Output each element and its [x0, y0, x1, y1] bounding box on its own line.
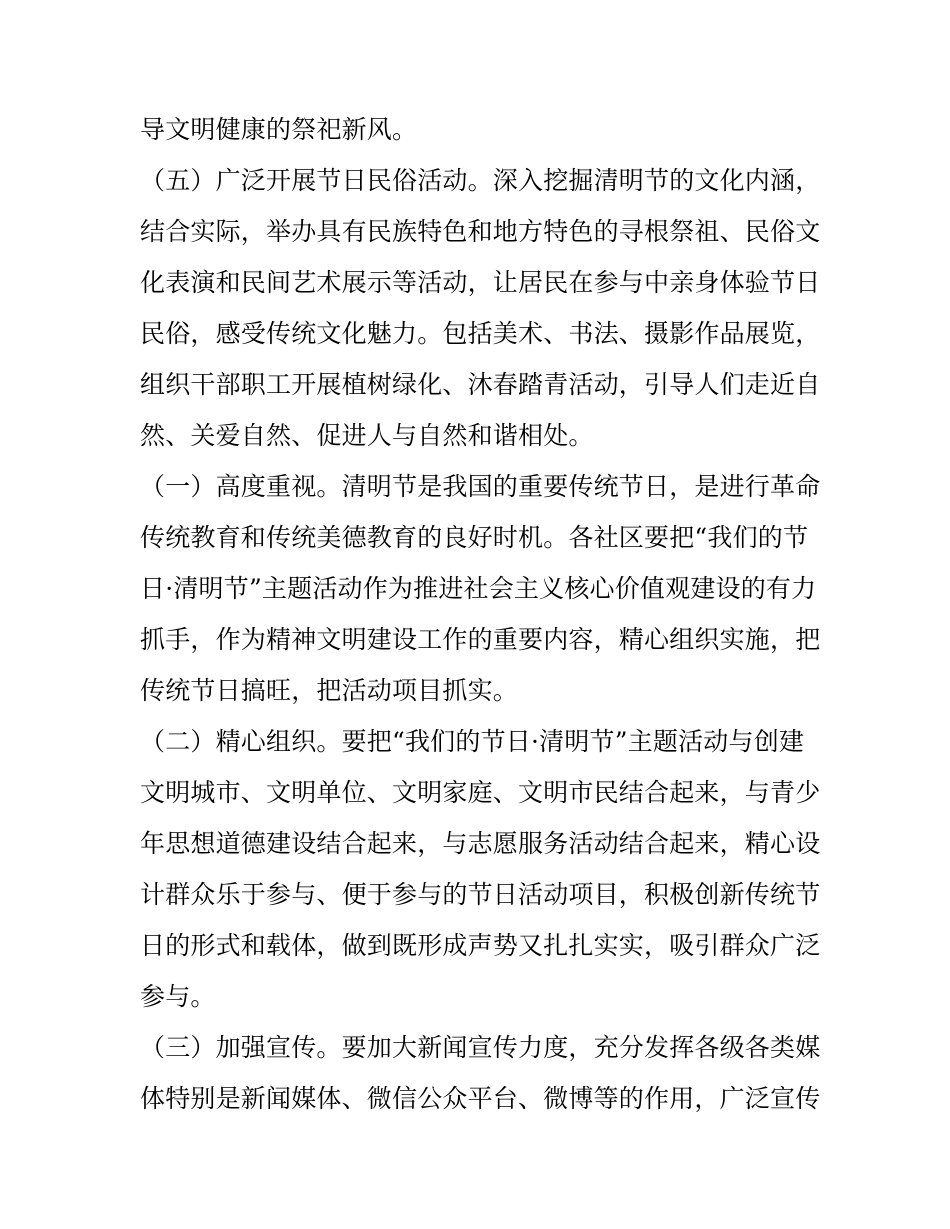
- text-line: 文明城市、文明单位、文明家庭、文明市民结合起来，与青少: [140, 778, 821, 807]
- text-line: 年思想道德建设结合起来，与志愿服务活动结合起来，精心设: [140, 829, 821, 858]
- text-line: 传统节日搞旺，把活动项目抓实。: [140, 676, 519, 705]
- text-line: 日·清明节”主题活动作为推进社会主义核心价值观建设的有力: [140, 574, 817, 603]
- text-line: （五）广泛开展节日民俗活动。深入挖掘清明节的文化内涵，: [140, 166, 821, 195]
- text-line: 组织干部职工开展植树绿化、沐春踏青活动，引导人们走近自: [140, 370, 821, 399]
- text-line: 参与。: [140, 982, 216, 1011]
- text-line: 民俗，感受传统文化魅力。包括美术、书法、摄影作品展览，: [140, 319, 821, 348]
- text-line: （二）精心组织。要把“我们的节日·清明节”主题活动与创建: [140, 727, 805, 756]
- text-line: 计群众乐于参与、便于参与的节日活动项目，积极创新传统节: [140, 880, 821, 909]
- text-line: （一）高度重视。清明节是我国的重要传统节日，是进行革命: [140, 472, 821, 501]
- text-line: 体特别是新闻媒体、微信公众平台、微博等的作用，广泛宣传: [140, 1084, 821, 1113]
- text-line: （三）加强宣传。要加大新闻宣传力度，充分发挥各级各类媒: [140, 1033, 821, 1062]
- text-line: 传统教育和传统美德教育的良好时机。各社区要把“我们的节: [140, 523, 809, 552]
- text-line: 抓手，作为精神文明建设工作的重要内容，精心组织实施，把: [140, 625, 821, 654]
- text-line: 然、关爱自然、促进人与自然和谐相处。: [140, 421, 594, 450]
- text-line: 导文明健康的祭祀新风。: [140, 115, 418, 144]
- text-line: 化表演和民间艺术展示等活动，让居民在参与中亲身体验节日: [140, 268, 821, 297]
- document-body: [140, 104, 820, 1124]
- text-line: 日的形式和载体，做到既形成声势又扎扎实实，吸引群众广泛: [140, 931, 821, 960]
- text-line: 结合实际，举办具有民族特色和地方特色的寻根祭祖、民俗文: [140, 217, 821, 246]
